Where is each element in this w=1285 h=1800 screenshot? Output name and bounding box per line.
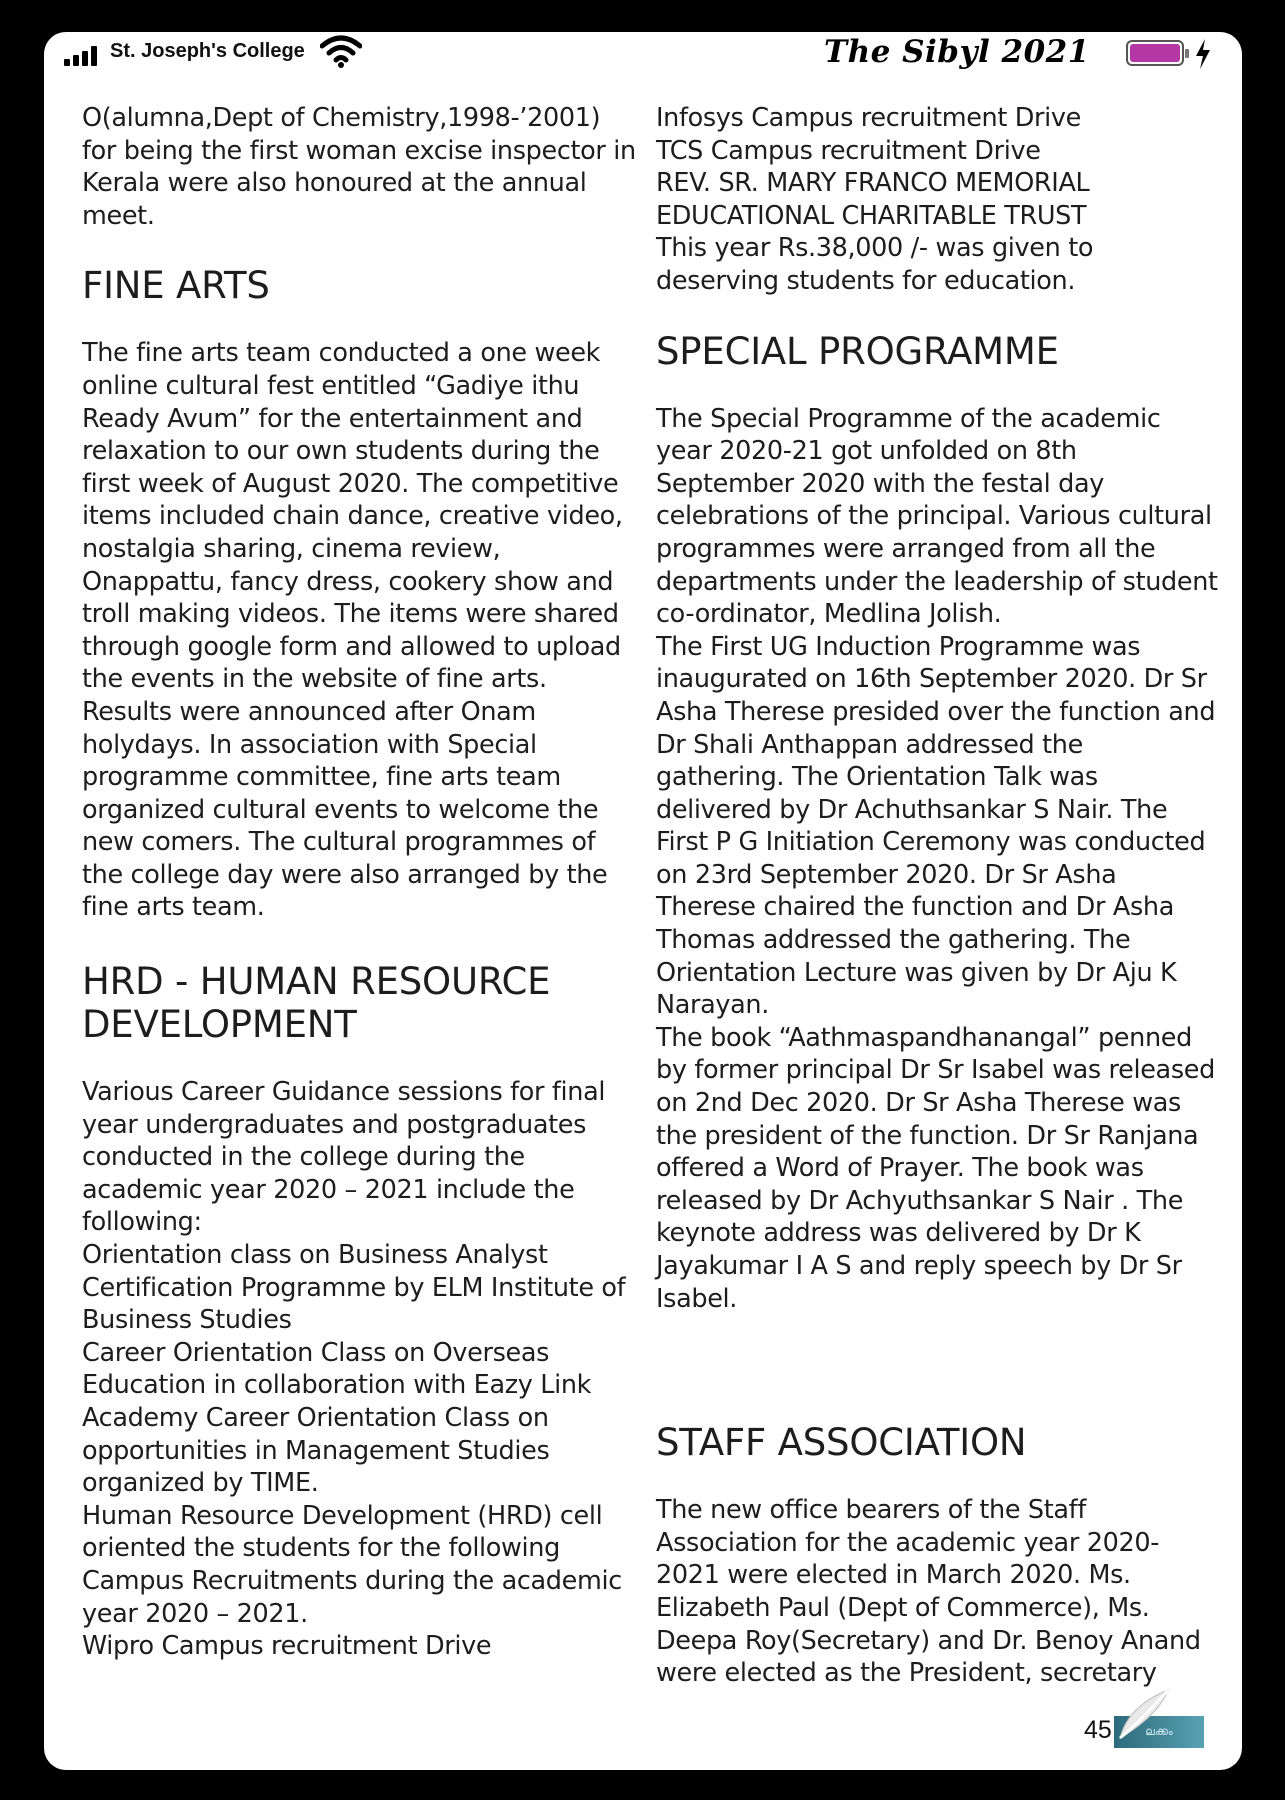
trust-text: This year Rs.38,000 /- was given to deserving students for education.: [656, 233, 1094, 296]
battery-icon: [1126, 40, 1184, 66]
fine-arts-paragraph: The fine arts team conducted a one week online cultural fest entitled “Gadiye ithu Ready Avum” for the entertainment and relaxation to our own students during the first week of August 2020. The competitive items included chain dance, creative video, nostalgia sharing, cinema review, Onappattu, fancy dress, cookery show and troll making videos. The items were shared through google form and allowed to upload the events in the website of fine arts. Results were announced after Onam holydays. In association with Special programme committee, fine arts team organized cultural events to welcome the new comers. The cultural programmes of the college day were also arranged by the fine arts team.: [82, 338, 623, 923]
left-column: [82, 102, 637, 1663]
college-name: St. Joseph's College: [110, 40, 305, 62]
wifi-icon: [320, 34, 362, 68]
special-paragraph: The First UG Induction Programme was inaugurated on 16th September 2020. Dr Sr Asha Therese presided over the function and Dr Shali Anthappan addressed the gathering. The Orientation Talk was delivered by Dr Achuthsankar S Nair. The First P G Initiation Ceremony was conducted on 23rd September 2020. Dr Sr Asha Therese chaired the function and Dr Asha Thomas addressed the gathering. The Orientation Lecture was given by Dr Aju K Narayan.: [656, 631, 1216, 1021]
recruitment-item: TCS Campus recruitment Drive: [656, 135, 1041, 166]
staff-association-heading: STAFF ASSOCIATION: [656, 1421, 1027, 1465]
status-bar: [44, 32, 1242, 78]
intro-paragraph: O(alumna,Dept of Chemistry,1998-’2001) for being the first woman excise inspector in Kerala were also honoured at the annual meet.: [82, 103, 636, 231]
magazine-title: The Sibyl 2021: [824, 34, 1090, 70]
footer-tab: ലക്കം: [1114, 1716, 1204, 1748]
special-paragraph: The Special Programme of the academic year 2020-21 got unfolded on 8th September 2020 with the festal day celebrations of the principal. Various cultural programmes were arranged from all the departments under the leadership of student co-ordinator, Medlina Jolish.: [656, 403, 1218, 630]
signal-icon: [64, 46, 106, 66]
recruitment-item: Infosys Campus recruitment Drive: [656, 103, 1081, 133]
special-programme-heading: SPECIAL PROGRAMME: [656, 329, 1059, 373]
hrd-intro: Various Career Guidance sessions for final year undergraduates and postgraduates conducted in the college during the academic year 2020 – 2021 include the following:: [82, 1077, 606, 1238]
hrd-item: Wipro Campus recruitment Drive: [82, 1631, 492, 1662]
page-frame: [44, 32, 1242, 1770]
right-column: [656, 102, 1218, 1690]
page-curl-icon[interactable]: [1118, 1686, 1172, 1740]
page-number: 45: [1084, 1716, 1112, 1744]
hrd-heading: HRD - HUMAN RESOURCE DEVELOPMENT: [82, 960, 551, 1047]
hrd-item: Human Resource Development (HRD) cell oriented the students for the following Campus Recruitments during the academic year 2020 – 2021.: [82, 1500, 622, 1629]
staff-paragraph: The new office bearers of the Staff Association for the academic year 2020-2021 were elected in March 2020. Ms. Elizabeth Paul (Dept of Commerce), Ms. Deepa Roy(Secretary) and Dr. Benoy Anand were elected as the President, secretary: [656, 1495, 1201, 1689]
special-paragraph: The book “Aathmaspandhanangal” penned by former principal Dr Sr Isabel was released on 2nd Dec 2020. Dr Sr Asha Therese was the president of the function. Dr Sr Ranjana offered a Word of Prayer. The book was released by Dr Achyuthsankar S Nair . The keynote address was delivered by Dr K Jayakumar I A S and reply speech by Dr Sr Isabel.: [656, 1022, 1215, 1314]
hrd-item: Career Orientation Class on Overseas Education in collaboration with Eazy Link Academy Career Orientation Class on opportunities in Management Studies organized by TIME.: [82, 1337, 592, 1499]
charging-bolt-icon: [1194, 38, 1212, 70]
trust-name: REV. SR. MARY FRANCO MEMORIAL EDUCATIONAL CHARITABLE TRUST: [656, 168, 1090, 231]
fine-arts-heading: FINE ARTS: [82, 264, 270, 308]
hrd-item: Orientation class on Business Analyst Certification Programme by ELM Institute of Business Studies: [82, 1240, 626, 1336]
